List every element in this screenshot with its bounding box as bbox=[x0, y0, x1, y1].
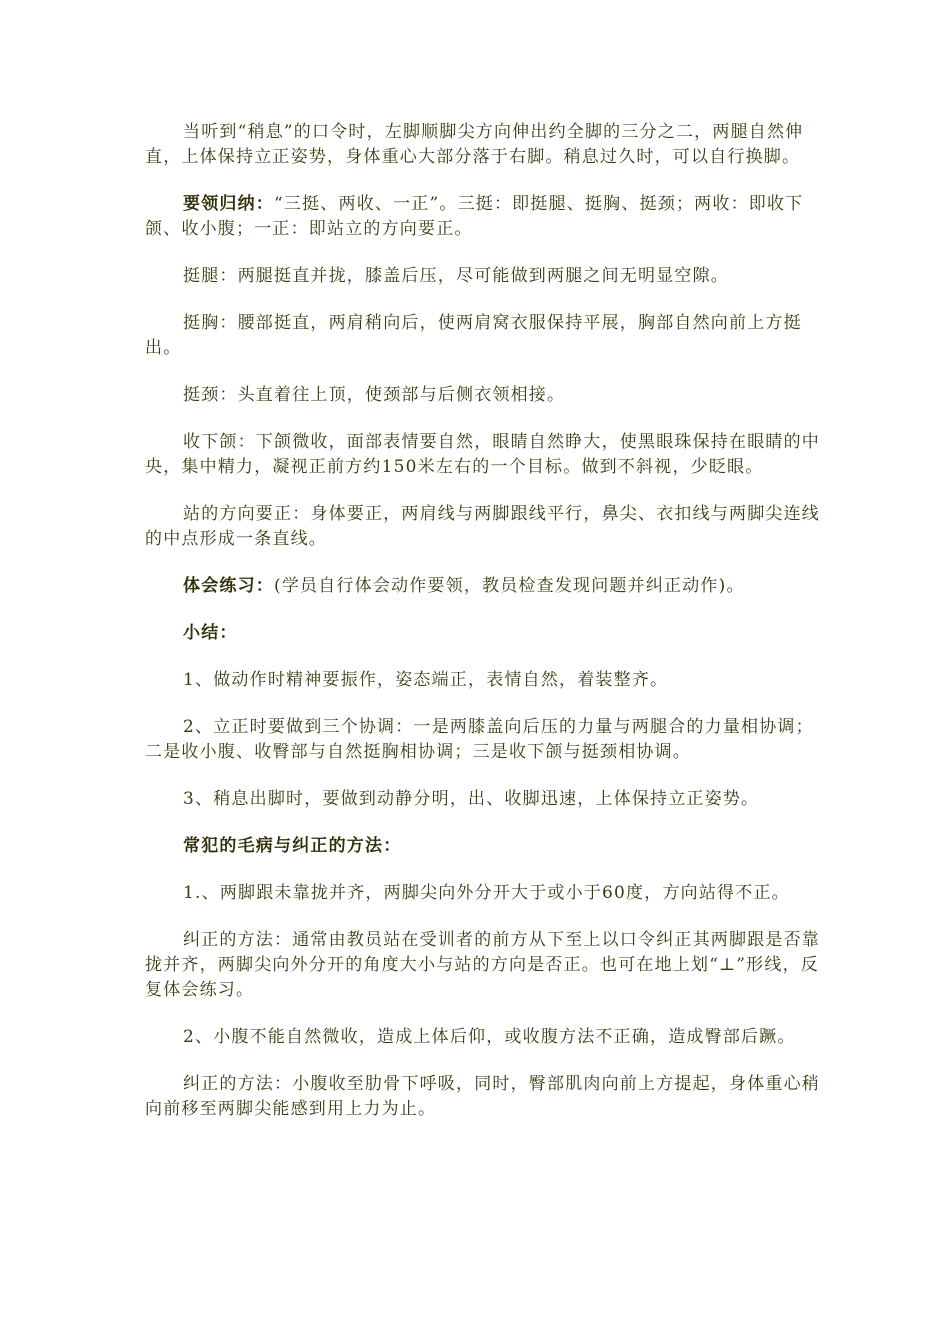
error-item-1: 1.、两脚跟未靠拢并齐，两脚尖向外分开大于或小于60度，方向站得不正。 bbox=[183, 883, 790, 903]
paragraph-stand-at-ease: 当听到“稍息”的口令时，左脚顺脚尖方向伸出约全脚的三分之二，两腿自然伸直，上体保持立正姿势，身体重心大部分落于右脚。稍息过久时，可以自行换脚。 bbox=[145, 122, 804, 167]
paragraph-common-errors-heading bbox=[145, 834, 825, 859]
paragraph-direction: 站的方向要正：身体要正，两肩线与两脚跟线平行，鼻尖、衣扣线与两脚尖连线的中点形成一条直线。 bbox=[145, 504, 820, 549]
paragraph-straight-neck: 挺颈：头直着往上顶，使颈部与后侧衣领相接。 bbox=[183, 385, 566, 405]
paragraph-chin-tucked: 收下颌：下颌微收，面部表情要自然，眼睛自然睁大，使黑眼珠保持在眼睛的中央，集中精力，凝视正前方约150米左右的一个目标。做到不斜视，少眨眼。 bbox=[145, 432, 820, 477]
paragraph-chest-out: 挺胸：腰部挺直，两肩稍向后，使两肩窝衣服保持平展，胸部自然向前上方挺出。 bbox=[145, 313, 802, 358]
practice-heading: 体会练习： bbox=[183, 576, 274, 596]
summary-heading: 小结： bbox=[183, 623, 238, 643]
error-item-2: 2、小腹不能自然微收，造成上体后仰，或收腹方法不正确，造成臀部后蹶。 bbox=[183, 1027, 796, 1047]
correction-item-2: 纠正的方法：小腹收至肋骨下呼吸，同时，臀部肌肉向前上方提起，身体重心稍向前移至两脚尖能感到用上力为止。 bbox=[145, 1074, 820, 1119]
paragraph-key-points bbox=[145, 192, 825, 242]
practice-text: (学员自行体会动作要领，教员检查发现问题并纠正动作)。 bbox=[274, 576, 745, 596]
paragraph-straight-legs: 挺腿：两腿挺直并拢，膝盖后压，尽可能做到两腿之间无明显空隙。 bbox=[183, 266, 729, 286]
paragraph-practice bbox=[145, 574, 825, 599]
summary-item-3: 3、稍息出脚时，要做到动静分明，出、收脚迅速，上体保持立正姿势。 bbox=[183, 789, 760, 809]
key-points-text: “三挺、两收、一正”。三挺：即挺腿、挺胸、挺颈；两收：即收下颌、收小腹；一正：即站立的方向要正。 bbox=[145, 194, 804, 239]
paragraph-summary-heading bbox=[145, 621, 825, 646]
document-body bbox=[145, 120, 825, 1144]
summary-item-2: 2、立正时要做到三个协调：一是两膝盖向后压的力量与两腿合的力量相协调；二是收小腹、收臀部与自然挺胸相协调；三是收下颌与挺颈相协调。 bbox=[145, 717, 814, 762]
key-points-heading: 要领归纳： bbox=[183, 194, 274, 214]
common-errors-heading: 常犯的毛病与纠正的方法： bbox=[183, 836, 402, 856]
summary-item-1: 1、做动作时精神要振作，姿态端正，表情自然，着装整齐。 bbox=[183, 670, 669, 690]
correction-item-1: 纠正的方法：通常由教员站在受训者的前方从下至上以口令纠正其两脚跟是否靠拢并齐，两脚尖向外分开的角度大小与站的方向是否正。也可在地上划“⊥”形线，反复体会练习。 bbox=[145, 930, 820, 1000]
